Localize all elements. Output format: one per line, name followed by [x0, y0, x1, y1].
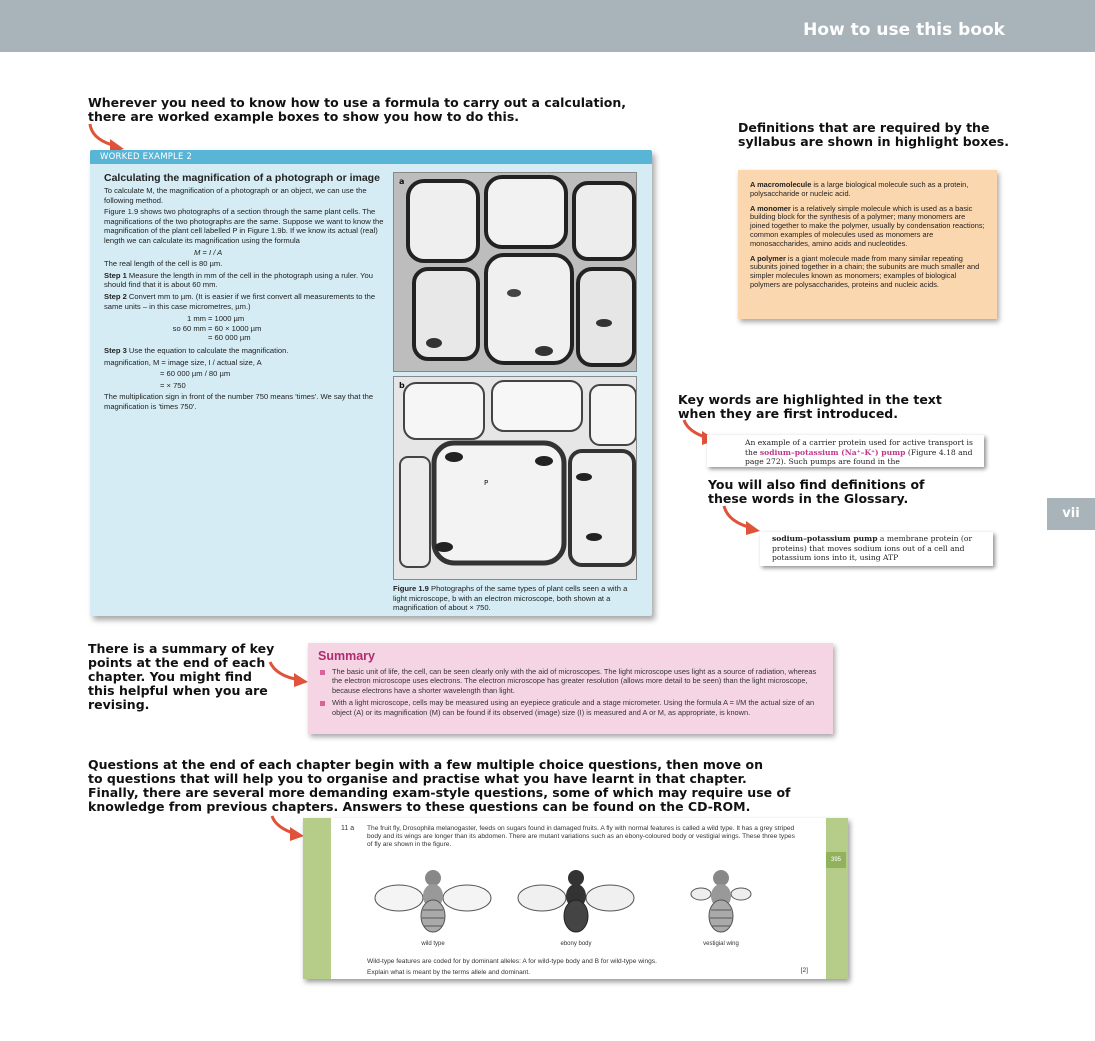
callout-questions: Questions at the end of each chapter begin with a few multiple choice questions, then move on to questions that will help you to organise and practise what you have learnt in that chapter. Finally, there are several more demanding exam-style questions, some of which may require use of knowledge from previous chapters. Answers to these questions can be found on the CD-ROM. [88, 757, 791, 814]
definition-item [750, 181, 985, 199]
figure-caption-label: Figure 1.9 [393, 584, 429, 593]
worked-example-header: WORKED EXAMPLE 2 [90, 150, 652, 164]
calc-rhs: = 60 000 µm [208, 333, 251, 343]
summary-title: Summary [318, 649, 375, 663]
photo-a-label: a [399, 177, 405, 186]
definition-text: is a giant molecule made from many similar repeating subunits joined together in a chain; the subunits are much smaller and simpler molecules known as monomers; examples of biological polymers are polysaccharides, proteins and nucleic acids. [750, 253, 980, 289]
step1-text: Measure the length in mm of the cell in the photograph using a ruler. You should find that it is about 60 mm. [104, 270, 373, 290]
definition-item [750, 205, 985, 249]
step3-text: Use the equation to calculate the magnification. [128, 345, 289, 355]
step2-label: Step 2 [104, 291, 127, 301]
fly-ebony-body-icon [516, 858, 636, 938]
page-number-tab: vii [1047, 498, 1095, 530]
fly-label: ebony body [560, 941, 592, 947]
summary-item: With a light microscope, cells may be measured using an eyepiece graticule and a stage micrometer. Using the formula A = I/M the actual size of an object (A) or its magnification (M) can be found if its observed (image) size (I) is measured and A or M, as appropriate, is known. [318, 698, 823, 717]
worked-intro: To calculate M, the magnification of a photograph or an object, we can use the following method. [104, 186, 367, 205]
calc-rhs: = 1000 µm [208, 314, 245, 324]
definition-box [738, 170, 997, 319]
worked-para: Figure 1.9 shows two photographs of a section through the same plant cells. The magnifications of the two photographs are the same. Suppose we want to know the magnification of the plant cell labelled P in Figure 1.9b. If we know its actual (real) length we can calculate its magnification using the formula [104, 207, 384, 245]
definition-text: is a large biological molecule such as a protein, polysaccharide or nucleic acid. [750, 180, 969, 198]
question-page-sample [303, 818, 848, 979]
definition-term: A macromolecule [750, 180, 812, 189]
cell-p-label: P [484, 479, 489, 487]
definition-item [750, 255, 985, 290]
definition-text: is a relatively simple molecule which is used as a basic building block for the synthesis of a polymer; many monomers are joined together to make the polymer, usually by condensation reactions; common examples of molecules used as monomers are monosaccharides, amino acids and nucleotides. [750, 203, 985, 248]
definition-term: A polymer [750, 253, 786, 263]
question-footer-line: Explain what is meant by the terms allele and dominant. [367, 969, 531, 976]
figure-caption-text: Photographs of the same types of plant cells seen a with a light microscope, b with an electron microscope, both shown at a magnification of about × 750. [393, 584, 628, 613]
callout-glossary: You will also find definitions of these words in the Glossary. [708, 477, 925, 506]
keyword-sample [707, 435, 984, 467]
question-number: 11 a [341, 825, 355, 832]
worked-example-text [104, 172, 386, 413]
fly-wild-type-icon [373, 858, 493, 938]
formula: M = I / A [194, 247, 223, 257]
highlighted-keyword: sodium–potassium (Na⁺–K⁺) pump [759, 447, 906, 457]
worked-example-box [90, 150, 652, 616]
callout-key-words: Key words are highlighted in the text when they are first introduced. [678, 392, 942, 421]
worked-example-title: Calculating the magnification of a photograph or image [104, 172, 380, 184]
glossary-sample [760, 532, 993, 566]
light-micrograph-image [393, 172, 637, 372]
magnification-line3: = × 750 [160, 380, 186, 390]
page-margin-left [303, 818, 331, 979]
calc-lhs: so 60 mm [172, 323, 206, 333]
plant-cells-illustration [394, 173, 637, 372]
figure-caption [393, 584, 643, 613]
conversion-calc [104, 314, 386, 343]
summary-box [308, 643, 833, 734]
definition-term: A monomer [750, 203, 791, 213]
callout-definitions: Definitions that are required by the syllabus are shown in highlight boxes. [738, 120, 1009, 149]
keyword-sample-text: An example of a carrier protein used for active transport is the [745, 438, 973, 457]
fly-label: wild type [421, 941, 445, 947]
callout-summary: There is a summary of key points at the end of each chapter. You might find this helpful when you are revising. [88, 641, 275, 712]
callout-arrow-icon [266, 660, 312, 690]
calc-lhs: 1 mm [187, 314, 206, 324]
question-footer-line: Wild-type features are coded for by dominant alleles: A for wild-type body and B for wild-type wings. [367, 958, 657, 965]
summary-item: The basic unit of life, the cell, can be seen clearly only with the aid of microscopes. The light microscope uses light as a source of radiation, whereas the electron microscope uses electrons. The electron microscope has greater resolution (allows more detail to be seen) than the light microscope, because electrons have a shorter wavelength than light. [318, 667, 823, 695]
plant-cells-em-illustration [394, 377, 637, 580]
question-footer [367, 956, 807, 978]
glossary-term: sodium–potassium pump [772, 534, 878, 543]
keyword-sample-text: (Figure 4.18 and page 272). Such pumps are found in the [745, 447, 973, 467]
page-margin-right [826, 818, 848, 979]
glossary-definition: a membrane protein (or proteins) that moves sodium ions out of a cell and potassium ions into it, using ATP [772, 534, 973, 563]
step1-label: Step 1 [104, 270, 127, 280]
step3-label: Step 3 [104, 345, 127, 355]
magnification-line2: = 60 000 µm / 80 µm [160, 369, 231, 379]
calc-lhs [148, 333, 208, 343]
photo-b-label: b [399, 381, 405, 390]
fly-vestigial-wing-icon [661, 858, 781, 938]
electron-micrograph-image [393, 376, 637, 580]
worked-closing: The multiplication sign in front of the number 750 means 'times'. We say that the magnification is 'times 750'. [104, 392, 374, 411]
header-bar [0, 0, 1095, 52]
callout-worked-example: Wherever you need to know how to use a formula to carry out a calculation, there are worked example boxes to show you how to do this. [88, 95, 626, 124]
question-marks: [2] [800, 967, 808, 974]
fly-label: vestigial wing [703, 941, 739, 947]
step2-text: Convert mm to µm. (It is easier if we first convert all measurements to the same units – in this case micrometres, µm.) [104, 291, 376, 311]
callout-arrow-icon [720, 504, 764, 538]
callout-arrow-icon [268, 814, 308, 844]
magnification-line1: magnification, M = image size, I / actual size, A [104, 357, 262, 367]
calc-rhs: = 60 × 1000 µm [208, 323, 262, 333]
page-title: How to use this book [803, 20, 1005, 40]
question-page-number: 395 [826, 852, 846, 868]
real-length: The real length of the cell is 80 µm. [104, 259, 223, 269]
question-text: The fruit fly, Drosophila melanogaster, feeds on sugars found in damaged fruits. A fly with normal features is called a wild type. It has a grey striped body and its wings are longer than its abdomen. There are mutant variations such as an ebony-coloured body or vestigial wings. These three types of fly are shown in the figure. [367, 825, 795, 849]
